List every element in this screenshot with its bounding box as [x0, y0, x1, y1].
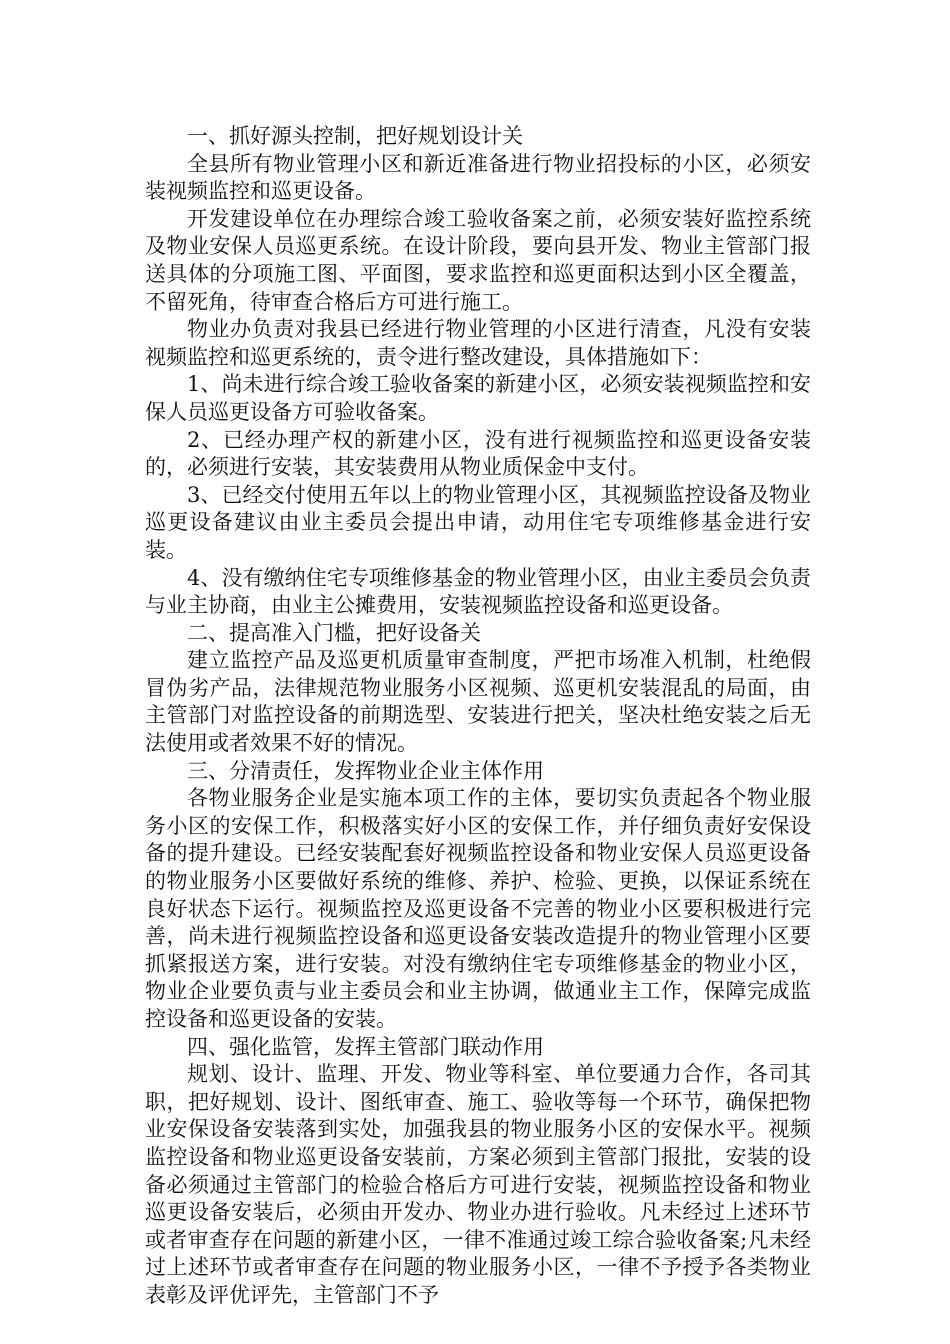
list-item: 1、尚未进行综合竣工验收备案的新建小区，必须安装视频监控和安保人员巡更设备方可验收备案。 [145, 372, 811, 424]
paragraph: 建立监控产品及巡更机质量审查制度，严把市场准入机制，杜绝假冒伪劣产品，法律规范物业服务小区视频、巡更机安装混乱的局面，由主管部门对监控设备的前期选型、安装进行把关，坚决杜绝安装之后无法使用或者效果不好的情况。 [145, 648, 811, 756]
heading-section-1: 一、抓好源头控制，把好规划设计关 [187, 124, 523, 148]
list-item: 2、已经办理产权的新建小区，没有进行视频监控和巡更设备安装的，必须进行安装，其安装费用从物业质保金中支付。 [145, 427, 811, 480]
paragraph: 物业办负责对我县已经进行物业管理的小区进行清查，凡没有安装视频监控和巡更系统的，责令进行整改建设，具体措施如下： [145, 317, 811, 369]
list-item: 3、已经交付使用五年以上的物业管理小区，其视频监控设备及物业巡更设备建议由业主委员会提出申请，动用住宅专项维修基金进行安装。 [145, 482, 811, 562]
paragraph: 全县所有物业管理小区和新近准备进行物业招投标的小区，必须安装视频监控和巡更设备。 [145, 151, 811, 204]
heading-section-2: 二、提高准入门槛，把好设备关 [187, 620, 481, 645]
paragraph: 各物业服务企业是实施本项工作的主体，要切实负责起各个物业服务小区的安保工作，积极落实好小区的安保工作，并仔细负责好安保设备的提升建设。已经安装配套好视频监控设备和物业安保人员巡更设备的物业服务小区要做好系统的维修、养护、检验、更换，以保证系统在良好状态下运行。视频监控及巡更设备不完善的物业小区要积极进行完善，尚未进行视频监控设备和巡更设备安装改造提升的物业管理小区要抓紧报送方案，进行安装。对没有缴纳住宅专项维修基金的物业小区，物业企业要负责与业主委员会和业主协调，做通业主工作，保障完成监控设备和巡更设备的安装。 [145, 786, 811, 1031]
paragraph: 开发建设单位在办理综合竣工验收备案之前，必须安装好监控系统及物业安保人员巡更系统。在设计阶段，要向县开发、物业主管部门报送具体的分项施工图、平面图，要求监控和巡更面积达到小区全覆盖，不留死角，待审查合格后方可进行施工。 [145, 206, 811, 314]
heading-section-3: 三、分清责任，发挥物业企业主体作用 [187, 758, 544, 783]
heading-section-4: 四、强化监管，发挥主管部门联动作用 [187, 1034, 544, 1059]
paragraph: 规划、设计、监理、开发、物业等科室、单位要通力合作，各司其职，把好规划、设计、图纸审查、施工、验收等每一个环节，确保把物业安保设备安装落到实处，加强我县的物业服务小区的安保水平。视频监控设备和物业巡更设备安装前，方案必须到主管部门报批，安装的设备必须通过主管部门的检验合格后方可进行安装，视频监控设备和物业巡更设备安装后，必须由开发办、物业办进行验收。凡未经过上述环节或者审查存在问题的新建小区，一律不准通过竣工综合验收备案;凡未经过上述环节或者审查存在问题的物业服务小区，一律不予授予各类物业表彰及评优评先，主管部门不予 [145, 1062, 811, 1307]
document-body [145, 123, 811, 1310]
list-item: 4、没有缴纳住宅专项维修基金的物业管理小区，由业主委员会负责与业主协商，由业主公摊费用，安装视频监控设备和巡更设备。 [145, 565, 811, 618]
